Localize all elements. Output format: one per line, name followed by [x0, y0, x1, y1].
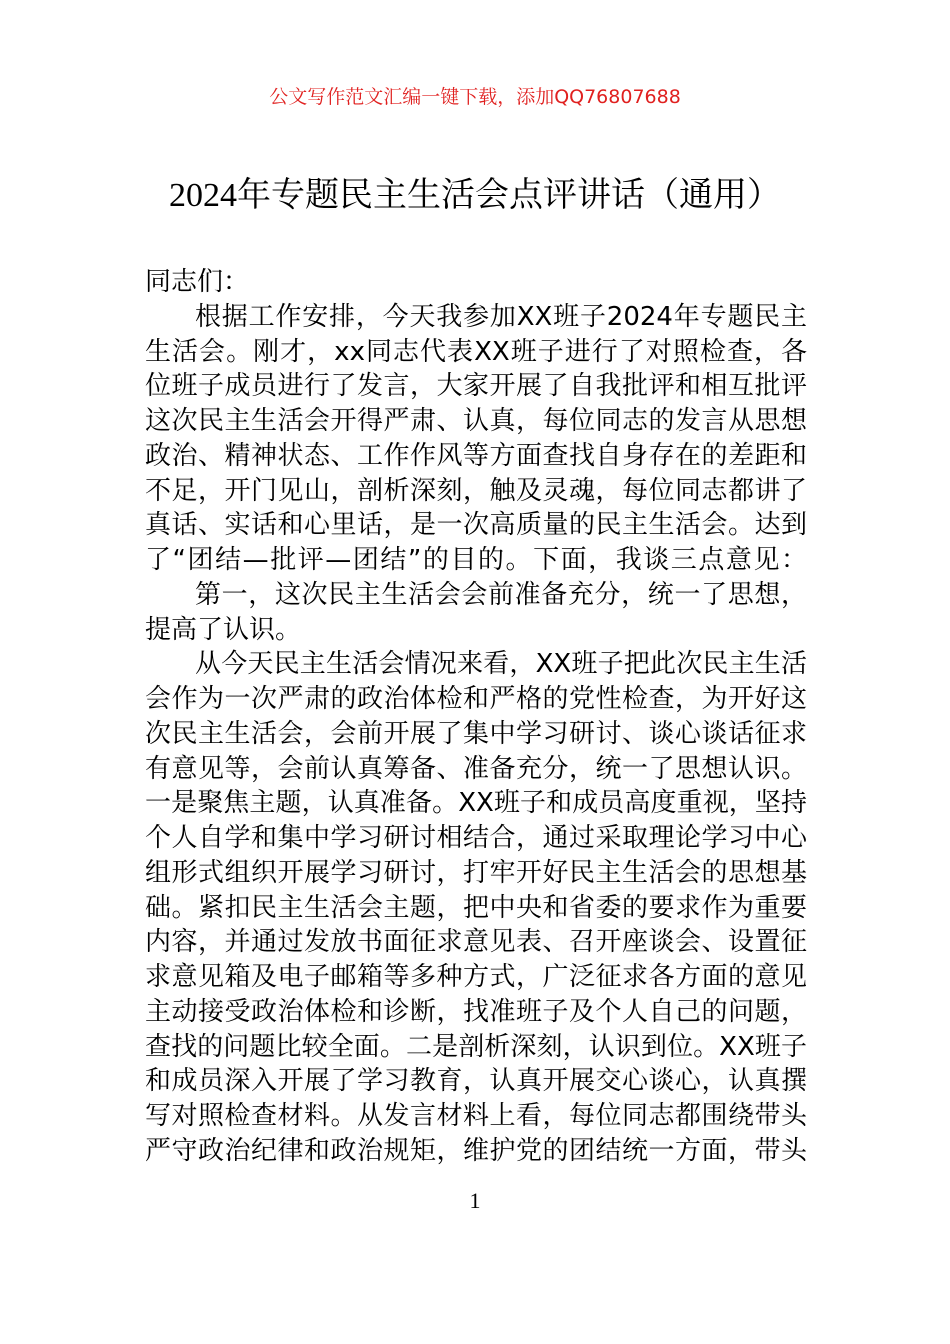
page-number: 1: [469, 1188, 481, 1213]
text-line: 位班子成员进行了发言，大家开展了自我批评和相互批评: [145, 371, 807, 402]
text-line: 从今天民主生活会情况来看，XX班子把此次民主生活: [195, 649, 807, 680]
text-line: 了“团结—批评—团结”的目的。下面，我谈三点意见：: [145, 545, 807, 575]
text-line: 础。紧扣民主生活会主题，把中央和省委的要求作为重要: [145, 892, 807, 923]
text-line: 政治、精神状态、工作作风等方面查找自身存在的差距和: [145, 440, 807, 471]
text-line: 真话、实话和心里话，是一次高质量的民主生活会。达到: [145, 510, 807, 541]
text-line: 一是聚焦主题，认真准备。XX班子和成员高度重视，坚持: [145, 788, 807, 819]
text-line: 次民主生活会，会前开展了集中学习研讨、谈心谈话征求: [145, 718, 807, 749]
salutation: 同志们：: [145, 267, 250, 297]
text-line: 主动接受政治体检和诊断，找准班子及个人自己的问题，: [145, 996, 807, 1027]
text-line: 根据工作安排，今天我参加XX班子2024年专题民主: [195, 301, 807, 332]
text-line: 这次民主生活会开得严肃、认真，每位同志的发言从思想: [145, 406, 807, 436]
text-line: 生活会。刚才，xx同志代表XX班子进行了对照检查，各: [145, 336, 807, 367]
text-line: 会作为一次严肃的政治体检和严格的党性检查，为开好这: [145, 684, 807, 714]
text-line: 组形式组织开展学习研讨，打牢开好民主生活会的思想基: [145, 857, 807, 888]
text-line: 和成员深入开展了学习教育，认真开展交心谈心，认真撰: [145, 1066, 807, 1097]
text-line: 第一，这次民主生活会会前准备充分，统一了思想，: [195, 579, 807, 610]
document-title: 2024年专题民主生活会点评讲话（通用）: [169, 177, 781, 214]
text-line: 提高了认识。: [145, 614, 302, 645]
text-line: 严守政治纪律和政治规矩，维护党的团结统一方面，带头: [145, 1135, 807, 1166]
body-lines: [145, 300, 807, 1169]
text-line: 内容，并通过发放书面征求意见表、召开座谈会、设置征: [145, 927, 807, 958]
text-line: 求意见箱及电子邮箱等多种方式，广泛征求各方面的意见: [145, 962, 807, 992]
text-line: 查找的问题比较全面。二是剖析深刻，认识到位。XX班子: [145, 1031, 807, 1062]
document-body: [145, 265, 807, 1169]
text-line: 不足，开门见山，剖析深刻，触及灵魂，每位同志都讲了: [145, 475, 807, 506]
text-line: 有意见等，会前认真筹备、准备充分，统一了思想认识。: [145, 753, 807, 784]
text-line: 写对照检查材料。从发言材料上看，每位同志都围绕带头: [145, 1101, 807, 1131]
text-line: 个人自学和集中学习研讨相结合，通过采取理论学习中心: [145, 823, 807, 853]
watermark-banner: 公文写作范文汇编一键下载，添加QQ76807688: [269, 86, 681, 108]
